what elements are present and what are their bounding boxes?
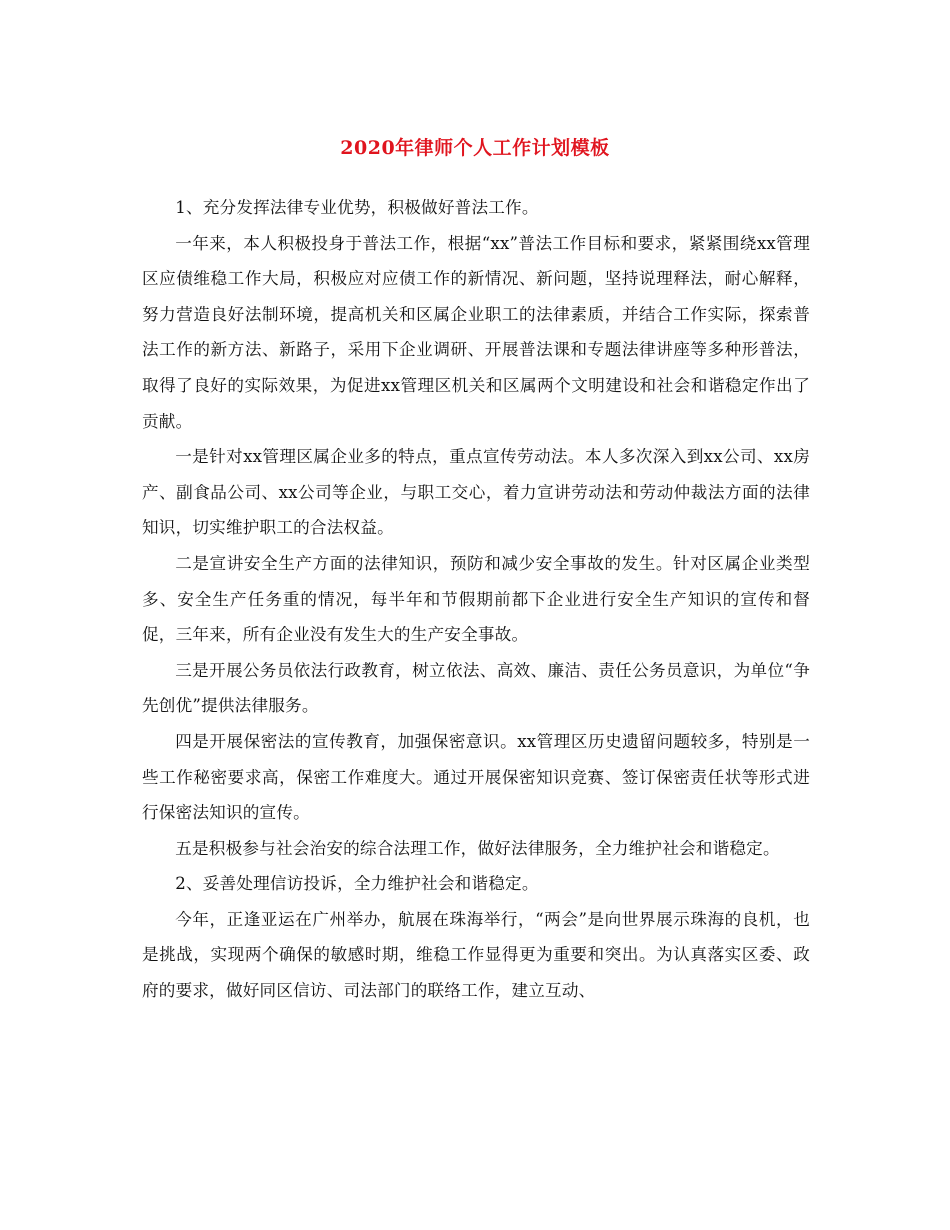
paragraph-9: 今年，正逢亚运在广州举办，航展在珠海举行，“两会”是向世界展示珠海的良机，也是挑战，实现两个确保的敏感时期，维稳工作显得更为重要和突出。为认真落实区委、政府的要求，做好同区信访、司法部门的联络工作，建立互动、 bbox=[142, 909, 810, 1001]
paragraph-5: 三是开展公务员依法行政教育，树立依法、高效、廉洁、责任公务员意识，为单位“争先创优”提供法律服务。 bbox=[142, 660, 810, 716]
paragraph-1: 1、充分发挥法律专业优势，积极做好普法工作。 bbox=[175, 198, 539, 217]
paragraph-7: 五是积极参与社会治安的综合法理工作，做好法律服务，全力维护社会和谐稳定。 bbox=[175, 838, 780, 858]
paragraph-2: 一年来，本人积极投身于普法工作，根据“xx”普法工作目标和要求，紧紧围绕xx管理区应债维稳工作大局，积极应对应债工作的新情况、新问题，坚持说理释法，耐心解释，努力营造良好法制环境，提高机关和区属企业职工的法律素质，并结合工作实际，探索普法工作的新方法、新路子，采用下企业调研、开展普法课和专题法律讲座等多种形普法，取得了良好的实际效果，为促进xx管理区机关和区属两个文明建设和社会和谐稳定作出了贡献。 bbox=[142, 233, 810, 431]
paragraph-6: 四是开展保密法的宣传教育，加强保密意识。xx管理区历史遗留问题较多，特别是一些工作秘密要求高，保密工作难度大。通过开展保密知识竞赛、签订保密责任状等形式进行保密法知识的宣传。 bbox=[142, 731, 810, 823]
paragraph-4: 二是宣讲安全生产方面的法律知识，预防和减少安全事故的发生。针对区属企业类型多、安全生产任务重的情况，每半年和节假期前都下企业进行安全生产知识的宣传和督促，三年来，所有企业没有发生大的生产安全事故。 bbox=[142, 553, 810, 645]
document-title: 2020年律师个人工作计划模板 bbox=[340, 137, 610, 159]
paragraph-3: 一是针对xx管理区属企业多的特点，重点宣传劳动法。本人多次深入到xx公司、xx房产、副食品公司、xx公司等企业，与职工交心，着力宣讲劳动法和劳动仲裁法方面的法律知识，切实维护职工的合法权益。 bbox=[142, 447, 810, 538]
paragraph-8: 2、妥善处理信访投诉，全力维护社会和谐稳定。 bbox=[175, 874, 539, 894]
document-body bbox=[142, 190, 810, 1009]
